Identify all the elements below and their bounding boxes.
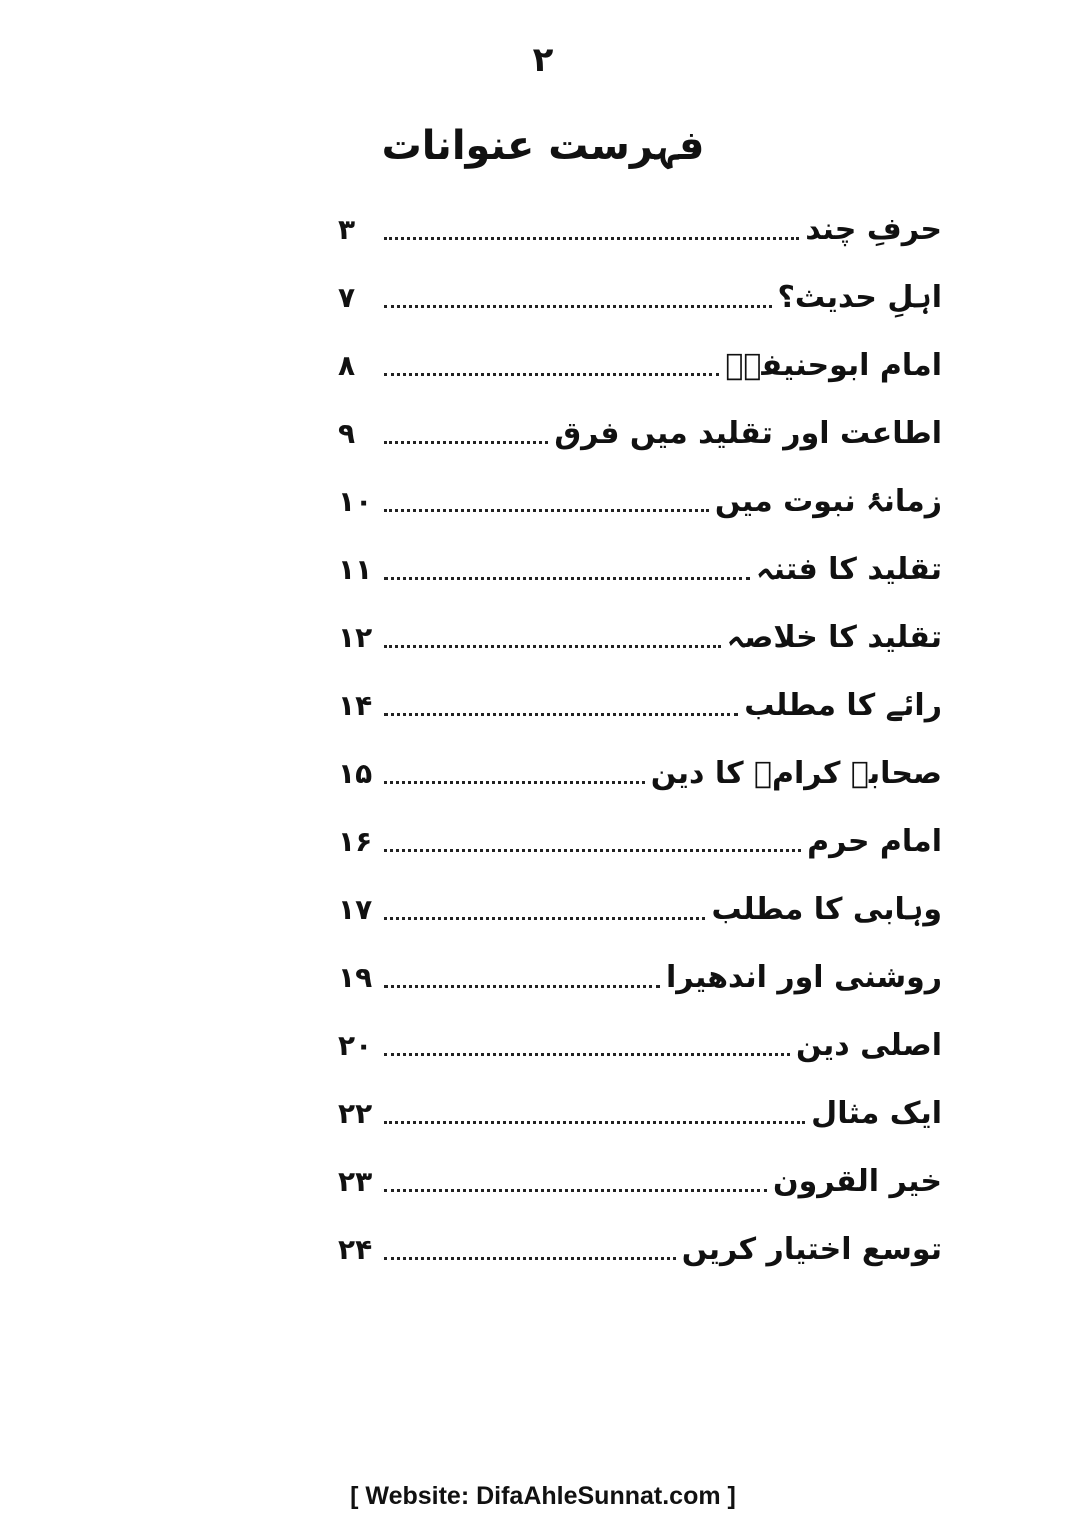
dot-leader	[384, 441, 548, 444]
toc-row[interactable]	[338, 462, 942, 530]
toc-row[interactable]	[338, 938, 942, 1006]
toc-page-number: ۱۹	[338, 961, 373, 994]
dot-leader	[384, 781, 645, 784]
toc-entry-title: حرفِ چند	[805, 212, 942, 247]
toc-entry-title: اطاعت اور تقلید میں فرق	[554, 416, 942, 451]
dot-leader	[384, 509, 709, 512]
page-number: ۲	[532, 40, 554, 80]
toc-entry-title: اصلی دین	[796, 1028, 942, 1063]
toc-row[interactable]	[338, 394, 942, 462]
toc-page-number: ۲۲	[338, 1097, 373, 1130]
toc-entry-title: زمانۂ نبوت میں	[714, 484, 942, 519]
toc-row[interactable]	[338, 802, 942, 870]
table-of-contents	[338, 190, 942, 1278]
toc-row[interactable]	[338, 530, 942, 598]
dot-leader	[384, 985, 660, 988]
toc-entry-title: روشنی اور اندھیرا	[666, 960, 942, 995]
toc-entry-title: وہابی کا مطلب	[711, 892, 942, 927]
toc-row[interactable]	[338, 326, 942, 394]
toc-page-number: ۳	[338, 213, 356, 246]
toc-entry-title: خیر القرون	[772, 1164, 942, 1199]
dot-leader	[384, 237, 799, 240]
toc-row[interactable]	[338, 1074, 942, 1142]
toc-entry-title: ایک مثال	[811, 1096, 942, 1131]
website-footer: [ Website: DifaAhleSunnat.com ]	[350, 1482, 736, 1510]
dot-leader	[384, 1189, 767, 1192]
dot-leader	[384, 373, 719, 376]
dot-leader	[384, 917, 705, 920]
toc-page-number: ۲۰	[338, 1029, 373, 1062]
toc-entry-title: صحابۂ کرامؓ کا دین	[650, 756, 942, 791]
toc-page-number: ۹	[338, 417, 356, 450]
dot-leader	[384, 1121, 805, 1124]
page-title: فہرست عنوانات	[381, 123, 705, 169]
dot-leader	[384, 1257, 676, 1260]
toc-row[interactable]	[338, 734, 942, 802]
toc-row[interactable]	[338, 190, 942, 258]
toc-page-number: ۱۲	[338, 621, 373, 654]
toc-page-number: ۸	[338, 349, 356, 382]
toc-row[interactable]	[338, 598, 942, 666]
toc-row[interactable]	[338, 1210, 942, 1278]
dot-leader	[384, 849, 801, 852]
toc-entry-title: اہلِ حدیث؟	[777, 280, 942, 315]
toc-row[interactable]	[338, 666, 942, 734]
dot-leader	[384, 645, 721, 648]
toc-page-number: ۲۴	[338, 1233, 373, 1266]
toc-page-number: ۱۴	[338, 689, 373, 722]
dot-leader	[384, 577, 750, 580]
toc-page-number: ۱۷	[338, 893, 373, 926]
toc-page-number: ۷	[338, 281, 356, 314]
toc-row[interactable]	[338, 1006, 942, 1074]
toc-page-number: ۱۰	[338, 485, 373, 518]
toc-page-number: ۱۵	[338, 757, 373, 790]
toc-page-number: ۱۶	[338, 825, 373, 858]
toc-page-number: ۲۳	[338, 1165, 373, 1198]
dot-leader	[384, 305, 772, 308]
toc-entry-title: امام ابوحنیفہؒ	[725, 348, 942, 383]
toc-row[interactable]	[338, 1142, 942, 1210]
dot-leader	[384, 713, 738, 716]
toc-entry-title: تقلید کا فتنہ	[756, 552, 942, 587]
toc-entry-title: توسع اختیار کریں	[681, 1232, 942, 1267]
toc-row[interactable]	[338, 870, 942, 938]
toc-entry-title: تقلید کا خلاصہ	[726, 620, 942, 655]
toc-entry-title: رائے کا مطلب	[744, 688, 942, 723]
toc-page-number: ۱۱	[338, 553, 373, 586]
toc-row[interactable]	[338, 258, 942, 326]
toc-entry-title: امام حرم	[807, 824, 942, 859]
dot-leader	[384, 1053, 790, 1056]
